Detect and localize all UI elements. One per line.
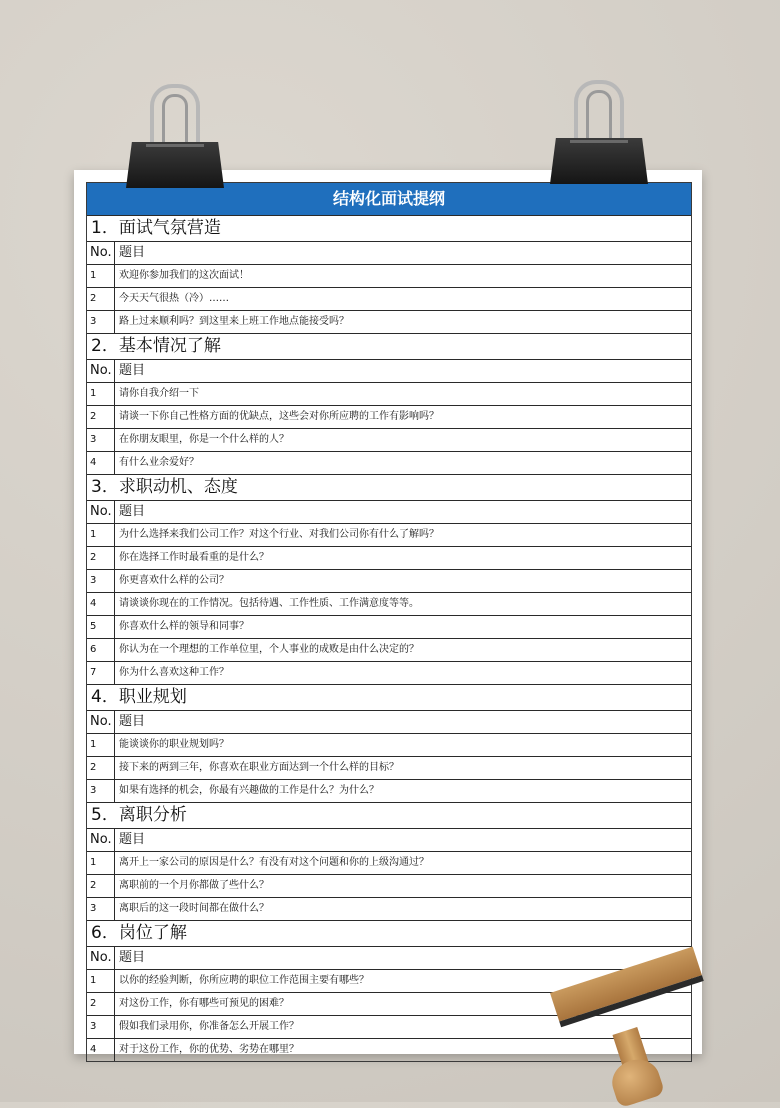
row-number: 7 [87, 662, 115, 684]
rubber-stamp-icon [540, 975, 740, 1102]
table-row [87, 524, 691, 547]
column-header-row [87, 829, 691, 852]
question-text: 假如我们录用你，你准备怎么开展工作？ [119, 1021, 299, 1032]
section-title: 1．面试气氛营造 [87, 216, 691, 242]
row-number: 2 [87, 993, 115, 1015]
table-row [87, 288, 691, 311]
column-header-question: 题目 [119, 363, 146, 378]
binder-clip-icon [126, 84, 224, 204]
column-header-no: No. [87, 501, 115, 523]
column-header-question: 题目 [119, 504, 146, 519]
column-header-question: 题目 [119, 950, 146, 965]
question-text: 你更喜欢什么样的公司？ [119, 575, 229, 586]
section [87, 803, 691, 921]
section [87, 685, 691, 803]
table-row [87, 452, 691, 475]
question-text: 今天天气很热（冷）…… [119, 293, 229, 304]
section [87, 475, 691, 685]
row-number: 3 [87, 898, 115, 920]
row-number: 2 [87, 875, 115, 897]
question-text: 能谈谈你的职业规划吗？ [119, 739, 229, 750]
question-text: 你为什么喜欢这种工作？ [119, 667, 229, 678]
question-text: 你认为在一个理想的工作单位里，个人事业的成败是由什么决定的？ [119, 644, 419, 655]
column-header-no: No. [87, 711, 115, 733]
question-text: 欢迎你参加我们的这次面试！ [119, 270, 249, 281]
row-number: 3 [87, 1016, 115, 1038]
row-number: 6 [87, 639, 115, 661]
column-header-row [87, 242, 691, 265]
section-title: 2．基本情况了解 [87, 334, 691, 360]
interview-outline-table [86, 182, 692, 1062]
table-row [87, 547, 691, 570]
question-text: 你在选择工作时最看重的是什么？ [119, 552, 269, 563]
row-number: 2 [87, 757, 115, 779]
binder-clip-icon [550, 80, 648, 200]
row-number: 3 [87, 311, 115, 333]
column-header-no: No. [87, 242, 115, 264]
question-text: 离职后的这一段时间都在做什么？ [119, 903, 269, 914]
column-header-question: 题目 [119, 714, 146, 729]
question-text: 为什么选择来我们公司工作？对这个行业、对我们公司你有什么了解吗？ [119, 529, 439, 540]
table-row [87, 875, 691, 898]
table-row [87, 406, 691, 429]
table-row [87, 570, 691, 593]
row-number: 3 [87, 570, 115, 592]
section [87, 216, 691, 334]
section [87, 334, 691, 475]
question-text: 对这份工作，你有哪些可预见的困难？ [119, 998, 289, 1009]
column-header-question: 题目 [119, 832, 146, 847]
row-number: 5 [87, 616, 115, 638]
question-text: 对于这份工作，你的优势、劣势在哪里？ [119, 1044, 299, 1055]
paper-sheet [74, 170, 702, 1054]
column-header-no: No. [87, 829, 115, 851]
column-header-question: 题目 [119, 245, 146, 260]
row-number: 4 [87, 452, 115, 474]
table-row [87, 780, 691, 803]
question-text: 请谈一下你自己性格方面的优缺点，这些会对你所应聘的工作有影响吗？ [119, 411, 439, 422]
table-row [87, 757, 691, 780]
section-title: 5．离职分析 [87, 803, 691, 829]
section-title: 6．岗位了解 [87, 921, 691, 947]
table-row [87, 662, 691, 685]
question-text: 如果有选择的机会，你最有兴趣做的工作是什么？为什么？ [119, 785, 379, 796]
column-header-row [87, 711, 691, 734]
table-row [87, 429, 691, 452]
table-row [87, 265, 691, 288]
table-row [87, 311, 691, 334]
document-title: 结构化面试提纲 [87, 183, 691, 216]
row-number: 1 [87, 265, 115, 287]
column-header-row [87, 501, 691, 524]
question-text: 请你自我介绍一下 [119, 388, 199, 399]
table-row [87, 898, 691, 921]
column-header-row [87, 947, 691, 970]
table-row [87, 852, 691, 875]
section-title: 3．求职动机、态度 [87, 475, 691, 501]
question-text: 请谈谈你现在的工作情况。包括待遇、工作性质、工作满意度等等。 [119, 598, 419, 609]
row-number: 2 [87, 288, 115, 310]
row-number: 2 [87, 406, 115, 428]
row-number: 1 [87, 734, 115, 756]
table-row [87, 734, 691, 757]
column-header-no: No. [87, 947, 115, 969]
table-row [87, 383, 691, 406]
question-text: 离开上一家公司的原因是什么？有没有对这个问题和你的上级沟通过？ [119, 857, 429, 868]
row-number: 3 [87, 780, 115, 802]
question-text: 你喜欢什么样的领导和同事？ [119, 621, 249, 632]
table-row [87, 616, 691, 639]
row-number: 1 [87, 970, 115, 992]
question-text: 有什么业余爱好？ [119, 457, 199, 468]
table-row [87, 593, 691, 616]
question-text: 路上过来顺利吗？到这里来上班工作地点能接受吗？ [119, 316, 349, 327]
row-number: 1 [87, 383, 115, 405]
section-title: 4．职业规划 [87, 685, 691, 711]
row-number: 4 [87, 1039, 115, 1061]
row-number: 3 [87, 429, 115, 451]
column-header-row [87, 360, 691, 383]
row-number: 1 [87, 524, 115, 546]
question-text: 离职前的一个月你都做了些什么？ [119, 880, 269, 891]
row-number: 4 [87, 593, 115, 615]
question-text: 在你朋友眼里，你是一个什么样的人？ [119, 434, 289, 445]
question-text: 接下来的两到三年，你喜欢在职业方面达到一个什么样的目标？ [119, 762, 399, 773]
column-header-no: No. [87, 360, 115, 382]
question-text: 以你的经验判断，你所应聘的职位工作范围主要有哪些？ [119, 975, 369, 986]
row-number: 1 [87, 852, 115, 874]
table-row [87, 639, 691, 662]
row-number: 2 [87, 547, 115, 569]
